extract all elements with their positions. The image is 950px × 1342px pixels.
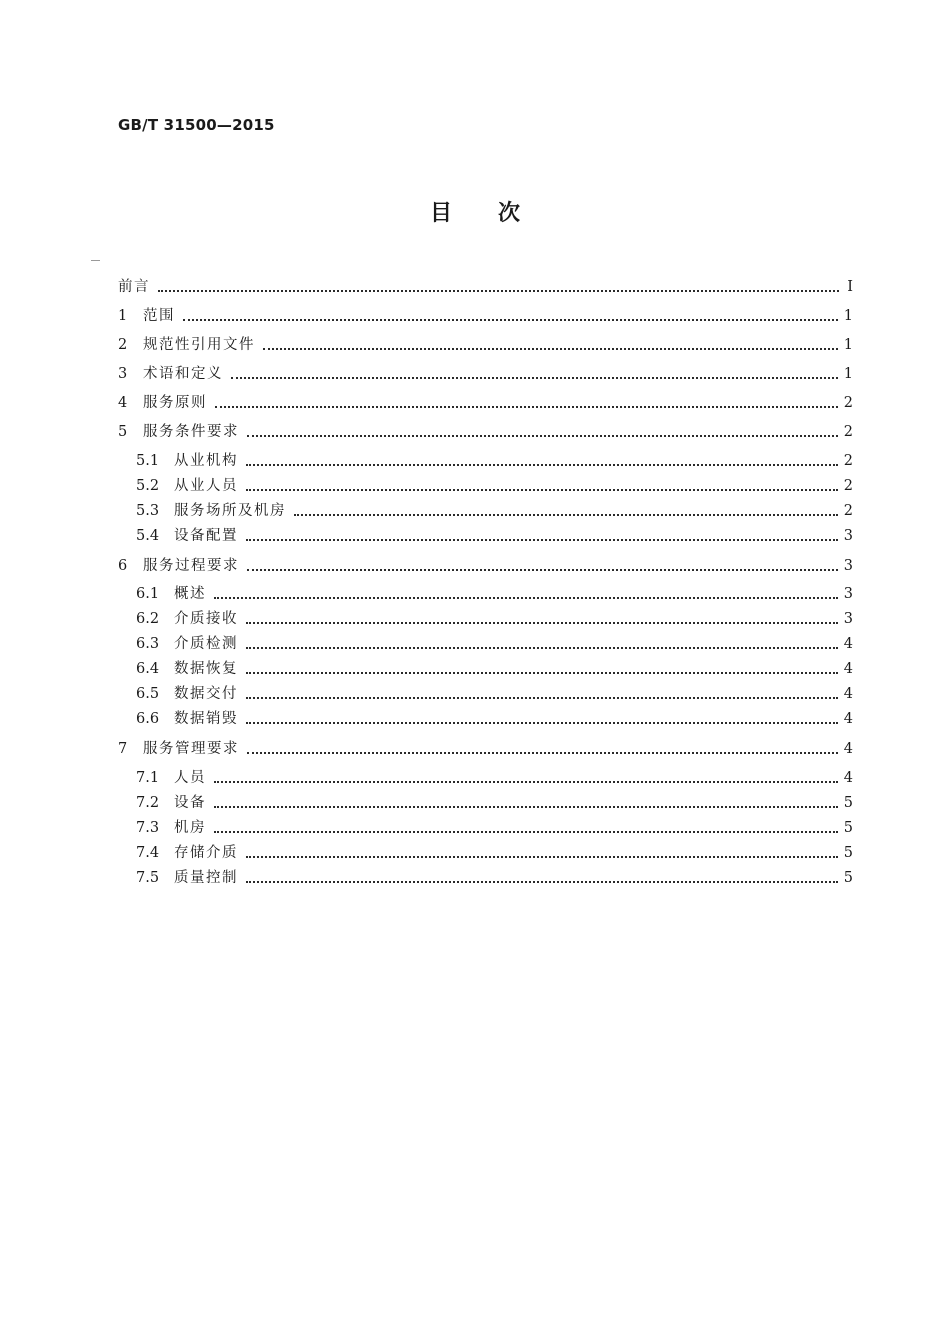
- toc-entry-page: 3: [843, 558, 853, 574]
- toc-dot-leader: [246, 622, 838, 624]
- toc-entry-page: 2: [843, 424, 853, 440]
- toc-entry: [136, 867, 853, 889]
- toc-entry-number: 7.3: [136, 820, 160, 836]
- toc-entry-page: 4: [843, 636, 853, 652]
- toc-entry-page: 4: [843, 770, 853, 786]
- toc-entry-page: 3: [843, 586, 853, 602]
- toc-entry: [136, 817, 853, 839]
- toc-dot-leader: [247, 569, 838, 571]
- toc-entry-number: 6: [118, 558, 128, 574]
- toc-title: 目次: [429, 201, 566, 226]
- toc-entry-number: 5.4: [136, 528, 160, 544]
- toc-entry-number: 6.6: [136, 711, 160, 727]
- toc-entry-label: 设备配置: [174, 528, 238, 544]
- toc-entry-label: 术语和定义: [143, 366, 223, 382]
- toc-dot-leader: [246, 464, 838, 466]
- toc-entry: [118, 334, 853, 356]
- toc-entry: [136, 583, 853, 605]
- toc-entry-number: 6.3: [136, 636, 160, 652]
- toc-entry-number: 6.4: [136, 661, 160, 677]
- toc-entry-label: 机房: [174, 820, 206, 836]
- toc-dot-leader: [246, 647, 838, 649]
- toc-entry-number: 6.5: [136, 686, 160, 702]
- toc-entry-page: 1: [843, 308, 853, 324]
- toc-dot-leader: [263, 348, 838, 350]
- toc-entry-number: 6.2: [136, 611, 160, 627]
- toc-entry: [136, 708, 853, 730]
- toc-entry-page: 2: [843, 503, 853, 519]
- toc-entry-number: 4: [118, 395, 128, 411]
- toc-entry-page: 5: [843, 845, 853, 861]
- toc-entry: [136, 767, 853, 789]
- toc-entry-page: 4: [843, 686, 853, 702]
- toc-entry-label: 从业机构: [174, 453, 238, 469]
- toc-entry-label: 范围: [143, 308, 175, 324]
- toc-entry-page: 2: [843, 395, 853, 411]
- toc-dot-leader: [214, 781, 838, 783]
- toc-entry-page: 4: [843, 741, 853, 757]
- toc-entry-number: 7.5: [136, 870, 160, 886]
- toc-entry-number: 1: [118, 308, 128, 324]
- toc-entry-label: 数据恢复: [174, 661, 238, 677]
- toc-entry-label: 介质检测: [174, 636, 238, 652]
- toc-entry-number: 5.3: [136, 503, 160, 519]
- toc-dot-leader: [214, 597, 838, 599]
- toc-entry: [118, 363, 853, 385]
- toc-dot-leader: [183, 319, 838, 321]
- toc-entry: [136, 683, 853, 705]
- toc-entry: [136, 475, 853, 497]
- toc-dot-leader: [246, 697, 838, 699]
- toc-entry: [118, 421, 853, 443]
- toc-entry-page: 5: [843, 820, 853, 836]
- toc-entry-label: 服务管理要求: [143, 741, 239, 757]
- toc-dot-leader: [294, 514, 838, 516]
- toc-dot-leader: [214, 831, 838, 833]
- toc-entry: [136, 500, 853, 522]
- toc-entry-page: 5: [843, 870, 853, 886]
- toc-dot-leader: [246, 856, 838, 858]
- toc-dot-leader: [215, 406, 838, 408]
- toc-entry: [118, 276, 853, 298]
- toc-entry-page: I: [847, 279, 853, 295]
- toc-entry: [118, 738, 853, 760]
- toc-entry: [136, 450, 853, 472]
- toc-entry: [118, 555, 853, 577]
- toc-entry-page: 2: [843, 453, 853, 469]
- toc-dot-leader: [247, 752, 838, 754]
- toc-entry-label: 从业人员: [174, 478, 238, 494]
- toc-entry-number: 7: [118, 741, 128, 757]
- toc-entry-label: 设备: [174, 795, 206, 811]
- toc-dot-leader: [246, 672, 838, 674]
- toc-dot-leader: [246, 881, 838, 883]
- toc-entry-label: 规范性引用文件: [143, 337, 255, 353]
- toc-entry: [136, 633, 853, 655]
- toc-entry-label: 服务场所及机房: [174, 503, 286, 519]
- toc-entry-label: 服务过程要求: [143, 558, 239, 574]
- toc-entry-label: 前言: [118, 279, 150, 295]
- toc-entry-page: 3: [843, 528, 853, 544]
- toc-entry-page: 1: [843, 337, 853, 353]
- toc-entry-number: 7.2: [136, 795, 160, 811]
- toc-entry-number: 2: [118, 337, 128, 353]
- toc-entry-label: 服务原则: [143, 395, 207, 411]
- toc-entry-page: 1: [843, 366, 853, 382]
- toc-dot-leader: [246, 539, 838, 541]
- toc-entry-page: 4: [843, 711, 853, 727]
- toc-dot-leader: [246, 722, 838, 724]
- toc-entry-number: 5: [118, 424, 128, 440]
- toc-entry-page: 5: [843, 795, 853, 811]
- toc-dot-leader: [158, 290, 839, 292]
- toc-entry-label: 质量控制: [174, 870, 238, 886]
- document-code: GB/T 31500—2015: [118, 116, 275, 134]
- toc-entry-page: 2: [843, 478, 853, 494]
- toc-entry-number: 6.1: [136, 586, 160, 602]
- toc-dot-leader: [246, 489, 838, 491]
- toc-entry: [136, 658, 853, 680]
- toc-entry-label: 介质接收: [174, 611, 238, 627]
- toc-dot-leader: [247, 435, 838, 437]
- toc-entry-number: 5.2: [136, 478, 160, 494]
- toc-entry-number: 7.4: [136, 845, 160, 861]
- toc-entry: [118, 392, 853, 414]
- toc-entry-label: 存储介质: [174, 845, 238, 861]
- toc-entry: [136, 842, 853, 864]
- toc-entry-label: 人员: [174, 770, 206, 786]
- toc-entry-number: 7.1: [136, 770, 160, 786]
- toc-entry-label: 服务条件要求: [143, 424, 239, 440]
- toc-entry: [118, 305, 853, 327]
- toc-entry-label: 概述: [174, 586, 206, 602]
- toc-entry: [136, 525, 853, 547]
- toc-entry-number: 3: [118, 366, 128, 382]
- toc-dot-leader: [214, 806, 838, 808]
- toc-entry-page: 3: [843, 611, 853, 627]
- toc-entry-label: 数据销毁: [174, 711, 238, 727]
- toc-dot-leader: [231, 377, 838, 379]
- toc-entry-page: 4: [843, 661, 853, 677]
- toc-entry: [136, 792, 853, 814]
- toc-entry: [136, 608, 853, 630]
- toc-entry-label: 数据交付: [174, 686, 238, 702]
- toc-entry-number: 5.1: [136, 453, 160, 469]
